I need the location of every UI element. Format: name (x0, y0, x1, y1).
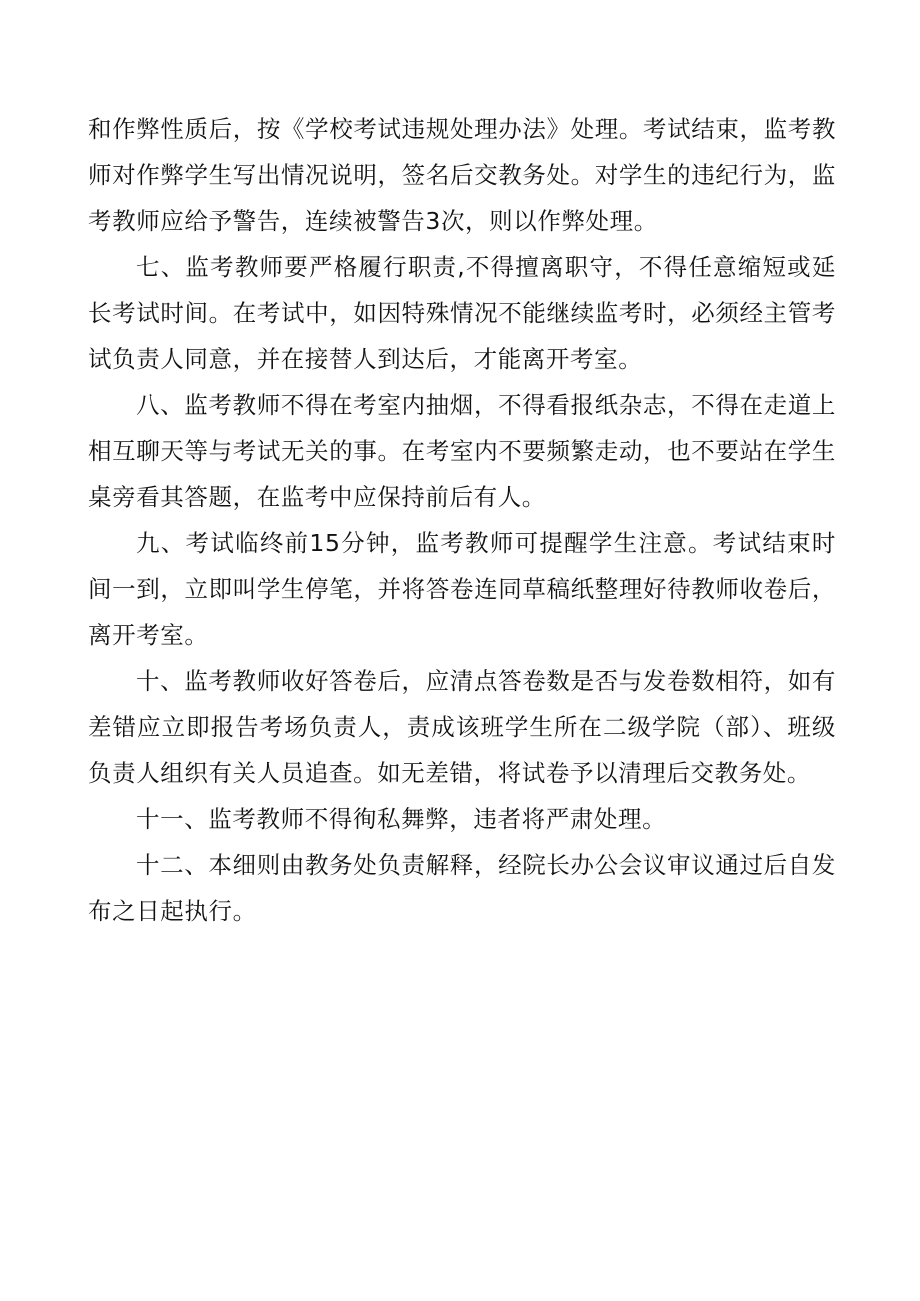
paragraph-8: 八、监考教师不得在考室内抽烟，不得看报纸杂志，不得在走道上相互聊天等与考试无关的事。在考室内不要频繁走动，也不要站在学生桌旁看其答题，在监考中应保持前后有人。 (88, 391, 836, 511)
document-body (88, 106, 836, 934)
paragraph-6-continued: 和作弊性质后，按《学校考试违规处理办法》处理。考试结束，监考教师对作弊学生写出情况说明，签名后交教务处。对学生的违纪行为，监考教师应给予警告，连续被警告3次，则以作弊处理。 (88, 115, 836, 235)
paragraph-9: 九、考试临终前15分钟，监考教师可提醒学生注意。考试结束时间一到，立即叫学生停笔，并将答卷连同草稿纸整理好待教师收卷后，离开考室。 (88, 529, 836, 649)
paragraph-12: 十二、本细则由教务处负责解释，经院长办公会议审议通过后自发布之日起执行。 (88, 851, 836, 925)
paragraph-7: 七、监考教师要严格履行职责,不得擅离职守，不得任意缩短或延长考试时间。在考试中，如因特殊情况不能继续监考时，必须经主管考试负责人同意，并在接替人到达后，才能离开考室。 (88, 253, 836, 373)
paragraph-11: 十一、监考教师不得徇私舞弊，违者将严肃处理。 (136, 805, 667, 833)
paragraph-10: 十、监考教师收好答卷后，应清点答卷数是否与发卷数相符，如有差错应立即报告考场负责人，责成该班学生所在二级学院（部）、班级负责人组织有关人员追查。如无差错，将试卷予以清理后交教务处。 (88, 667, 836, 787)
